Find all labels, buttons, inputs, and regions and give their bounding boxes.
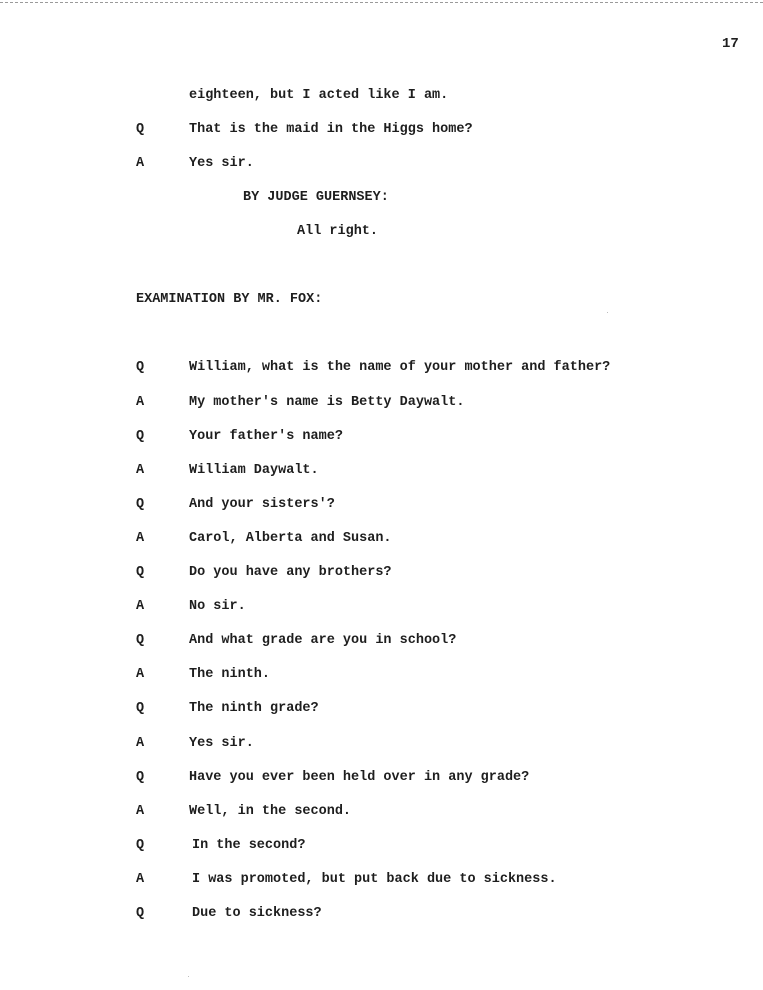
speaker-label: Q bbox=[136, 838, 145, 853]
speaker-label: A bbox=[136, 736, 145, 751]
exchange-text: Due to sickness? bbox=[192, 906, 322, 921]
speaker-label: A bbox=[136, 395, 145, 410]
page-top-border bbox=[0, 2, 763, 3]
exchange-text: Yes sir. bbox=[189, 736, 254, 751]
speaker-label: Q bbox=[136, 122, 145, 137]
exchange-text: My mother's name is Betty Daywalt. bbox=[189, 395, 465, 410]
speaker-label: A bbox=[136, 872, 145, 887]
speaker-label: Q bbox=[136, 360, 145, 375]
exchange-text: William, what is the name of your mother and father? bbox=[189, 360, 611, 375]
speaker-label: Q bbox=[136, 770, 145, 785]
exchange-text: William Daywalt. bbox=[189, 463, 319, 478]
section-heading: EXAMINATION BY MR. FOX: bbox=[136, 292, 323, 307]
exchange-text: Have you ever been held over in any grade? bbox=[189, 770, 530, 785]
speaker-label: A bbox=[136, 463, 145, 478]
judge-heading: BY JUDGE GUERNSEY: bbox=[243, 190, 389, 205]
judge-statement: All right. bbox=[297, 224, 379, 239]
exchange-text: Carol, Alberta and Susan. bbox=[189, 531, 392, 546]
exchange-text: And your sisters'? bbox=[189, 497, 335, 512]
exchange-text: The ninth. bbox=[189, 667, 271, 682]
exchange-text: The ninth grade? bbox=[189, 701, 319, 716]
speaker-label: Q bbox=[136, 701, 145, 716]
speaker-label: Q bbox=[136, 633, 145, 648]
exchange-text: In the second? bbox=[192, 838, 306, 853]
speaker-label: Q bbox=[136, 429, 145, 444]
speaker-label: Q bbox=[136, 906, 145, 921]
scan-speck bbox=[188, 976, 189, 977]
exchange-text: Well, in the second. bbox=[189, 804, 352, 819]
speaker-label: A bbox=[136, 667, 145, 682]
speaker-label: A bbox=[136, 804, 145, 819]
exchange-text: Do you have any brothers? bbox=[189, 565, 392, 580]
speaker-label: Q bbox=[136, 565, 145, 580]
exchange-text: I was promoted, but put back due to sickness. bbox=[192, 872, 557, 887]
question-text: That is the maid in the Higgs home? bbox=[189, 122, 473, 137]
speaker-label: A bbox=[136, 156, 145, 171]
exchange-text: And what grade are you in school? bbox=[189, 633, 457, 648]
scan-speck bbox=[607, 312, 608, 313]
answer-text: Yes sir. bbox=[189, 156, 254, 171]
continuation-line: eighteen, but I acted like I am. bbox=[189, 88, 449, 103]
exchange-text: No sir. bbox=[189, 599, 246, 614]
page-number: 17 bbox=[722, 36, 739, 52]
speaker-label: A bbox=[136, 599, 145, 614]
speaker-label: A bbox=[136, 531, 145, 546]
exchange-text: Your father's name? bbox=[189, 429, 343, 444]
speaker-label: Q bbox=[136, 497, 145, 512]
